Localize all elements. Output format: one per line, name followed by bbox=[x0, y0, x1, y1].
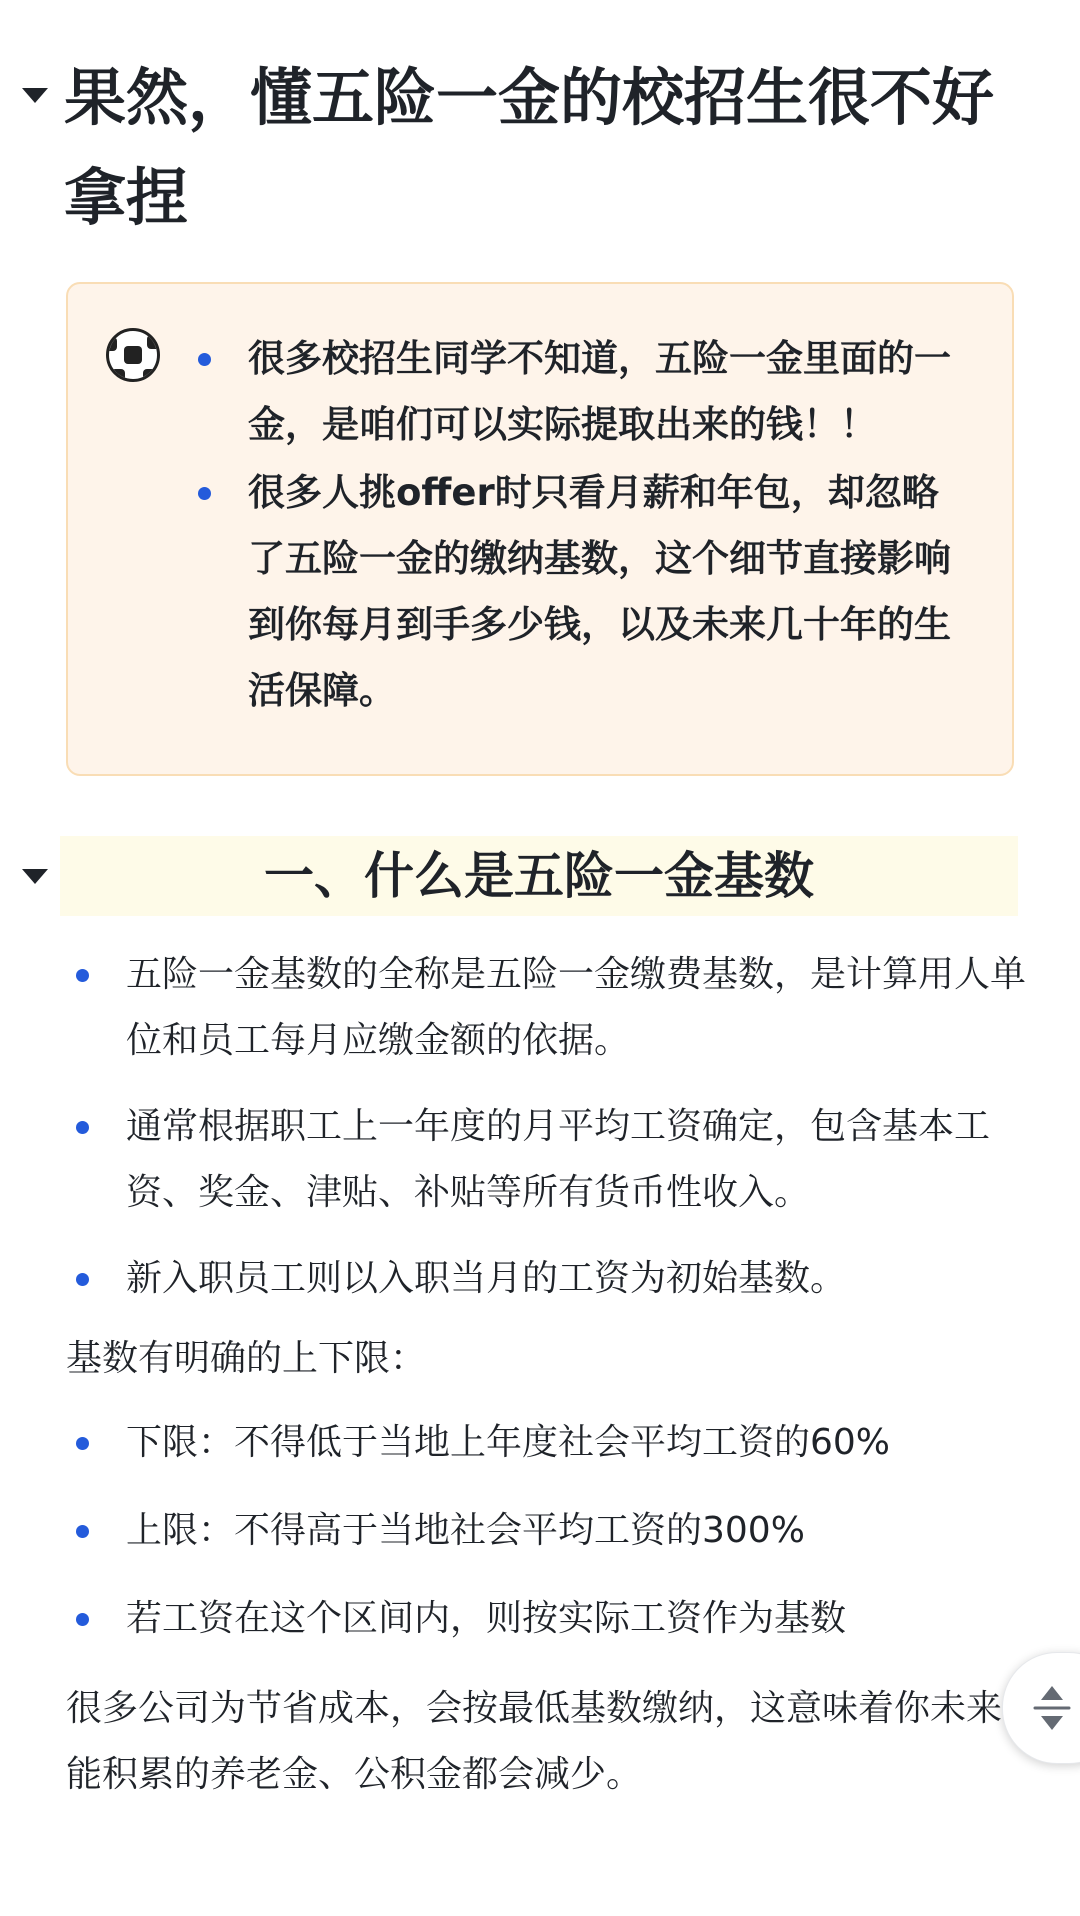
callout-list-item bbox=[182, 460, 972, 724]
bullet-dot-icon bbox=[76, 1273, 89, 1286]
definition-list bbox=[66, 942, 1026, 1332]
page-title: 果然，懂五险一金的校招生很不好拿捏 bbox=[64, 61, 995, 234]
callout-item-text: 很多人挑offer时只看月薪和年包，却忽略了五险一金的缴纳基数，这个细节直接影响到你每月到手多少钱，以及未来几十年的生活保障。 bbox=[248, 471, 951, 712]
paragraph-limits-intro: 基数有明确的上下限： bbox=[66, 1338, 427, 1379]
soccer-ball-icon bbox=[106, 328, 160, 382]
list-item-text: 上限：不得高于当地社会平均工资的300% bbox=[126, 1510, 805, 1551]
list-item bbox=[66, 1246, 1026, 1312]
list-item-text: 若工资在这个区间内，则按实际工资作为基数 bbox=[126, 1598, 847, 1639]
bullet-dot-icon bbox=[76, 1613, 89, 1626]
list-item bbox=[66, 1498, 1026, 1564]
list-item bbox=[66, 1410, 1026, 1476]
section-heading: 一、什么是五险一金基数 bbox=[264, 847, 814, 905]
bullet-dot-icon bbox=[76, 1437, 89, 1450]
list-item bbox=[66, 942, 1026, 1074]
bullet-dot-icon bbox=[198, 487, 211, 500]
list-item bbox=[66, 1586, 1026, 1652]
list-item bbox=[66, 1094, 1026, 1226]
list-item-text: 五险一金基数的全称是五险一金缴费基数，是计算用人单位和员工每月应缴金额的依据。 bbox=[126, 954, 1027, 1061]
collapse-icon bbox=[1029, 1683, 1075, 1733]
callout-list-item bbox=[182, 326, 972, 458]
list-item-text: 下限：不得低于当地上年度社会平均工资的60% bbox=[126, 1422, 891, 1463]
bullet-dot-icon bbox=[76, 1525, 89, 1538]
callout-box bbox=[66, 282, 1014, 776]
bullet-dot-icon bbox=[76, 969, 89, 982]
callout-item-text: 很多校招生同学不知道，五险一金里面的一金，是咱们可以实际提取出来的钱！！ bbox=[248, 337, 951, 446]
list-item-text: 新入职员工则以入职当月的工资为初始基数。 bbox=[126, 1258, 847, 1299]
paragraph-cost-warning: 很多公司为节省成本，会按最低基数缴纳，这意味着你未来能积累的养老金、公积金都会减少。 bbox=[66, 1688, 1003, 1795]
bullet-dot-icon bbox=[76, 1121, 89, 1134]
h2-toggle-caret-icon[interactable] bbox=[22, 869, 48, 884]
limits-list bbox=[66, 1410, 1026, 1674]
h1-toggle-caret-icon[interactable] bbox=[22, 88, 48, 103]
bullet-dot-icon bbox=[198, 353, 211, 366]
list-item-text: 通常根据职工上一年度的月平均工资确定，包含基本工资、奖金、津贴、补贴等所有货币性收入。 bbox=[126, 1106, 991, 1213]
callout-list bbox=[182, 326, 972, 726]
